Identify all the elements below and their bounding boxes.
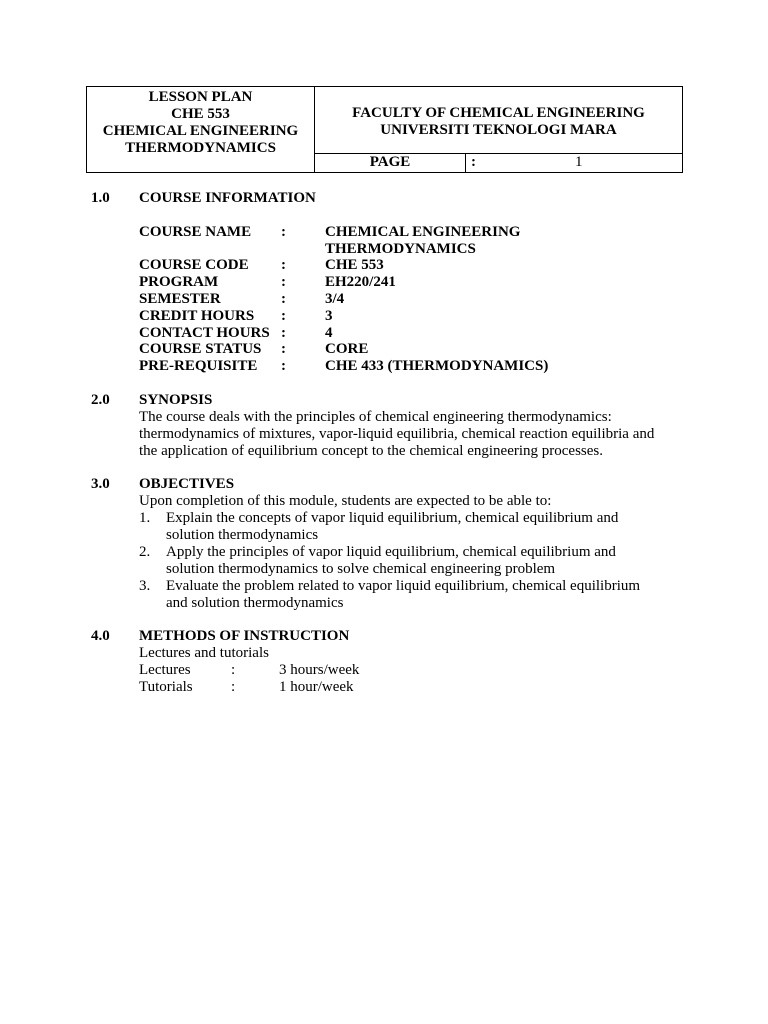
section3-title: OBJECTIVES xyxy=(139,476,235,492)
program-value: EH220/241 xyxy=(325,274,396,290)
program-key: PROGRAM xyxy=(139,274,219,290)
prerequisite-value: CHE 433 (THERMODYNAMICS) xyxy=(325,358,549,374)
contact-hours-value: 4 xyxy=(325,325,333,341)
section2-number: 2.0 xyxy=(91,392,110,408)
credit-hours-colon: : xyxy=(281,308,286,324)
course-code-key: COURSE CODE xyxy=(139,257,249,273)
course-name-value: CHEMICAL ENGINEERING xyxy=(325,224,521,240)
objectives-intro: Upon completion of this module, students are expected to be able to: xyxy=(139,493,552,509)
credit-hours-key: CREDIT HOURS xyxy=(139,308,255,324)
page-colon: : xyxy=(471,154,476,170)
tutorials-value: 1 hour/week xyxy=(279,679,354,695)
program-colon: : xyxy=(281,274,286,290)
header-course-title-1: CHEMICAL ENGINEERING xyxy=(102,123,299,139)
header-table xyxy=(86,86,683,173)
header-faculty-name: FACULTY OF CHEMICAL ENGINEERING xyxy=(352,105,645,121)
header-course-cell xyxy=(87,87,315,172)
objective-2-number: 2. xyxy=(139,544,151,560)
tutorials-key: Tutorials xyxy=(139,679,193,695)
course-code-colon: : xyxy=(281,257,286,273)
objective-1-line-1: Explain the concepts of vapor liquid equilibrium, chemical equilibrium and xyxy=(166,510,619,526)
lectures-key: Lectures xyxy=(139,662,191,678)
synopsis-line-1: The course deals with the principles of chemical engineering thermodynamics: xyxy=(139,409,612,425)
objective-3-line-2: and solution thermodynamics xyxy=(166,595,344,611)
course-status-key: COURSE STATUS xyxy=(139,341,262,357)
page-number: 1 xyxy=(575,154,583,170)
section2-title: SYNOPSIS xyxy=(139,392,213,408)
header-course-title-2: THERMODYNAMICS xyxy=(125,140,276,156)
course-name-colon: : xyxy=(281,224,286,240)
header-faculty xyxy=(315,105,682,139)
methods-intro: Lectures and tutorials xyxy=(139,645,269,661)
header-course-code: CHE 553 xyxy=(171,106,230,122)
prerequisite-colon: : xyxy=(281,358,286,374)
objective-1-line-2: solution thermodynamics xyxy=(166,527,319,543)
course-name-key: COURSE NAME xyxy=(139,224,252,240)
lectures-colon: : xyxy=(231,662,236,678)
page-label: PAGE xyxy=(369,154,411,170)
objective-3-number: 3. xyxy=(139,578,151,594)
prerequisite-key: PRE-REQUISITE xyxy=(139,358,258,374)
course-status-colon: : xyxy=(281,341,286,357)
tutorials-colon: : xyxy=(231,679,236,695)
synopsis-line-2: thermodynamics of mixtures, vapor-liquid equilibria, chemical reaction equilibria and xyxy=(139,426,655,442)
objective-2-line-2: solution thermodynamics to solve chemical engineering problem xyxy=(166,561,556,577)
semester-key: SEMESTER xyxy=(139,291,221,307)
section3-number: 3.0 xyxy=(91,476,110,492)
contact-hours-key: CONTACT HOURS xyxy=(139,325,270,341)
page-row-divider xyxy=(465,154,466,172)
objective-1-number: 1. xyxy=(139,510,151,526)
section4-number: 4.0 xyxy=(91,628,110,644)
lectures-value: 3 hours/week xyxy=(279,662,360,678)
section4-title: METHODS OF INSTRUCTION xyxy=(139,628,350,644)
semester-value: 3/4 xyxy=(325,291,345,307)
course-status-value: CORE xyxy=(325,341,369,357)
objective-3-line-1: Evaluate the problem related to vapor liquid equilibrium, chemical equilibrium xyxy=(166,578,641,594)
objective-2-line-1: Apply the principles of vapor liquid equilibrium, chemical equilibrium and xyxy=(166,544,616,560)
course-name-value-cont: THERMODYNAMICS xyxy=(325,241,476,257)
contact-hours-colon: : xyxy=(281,325,286,341)
header-university-name: UNIVERSITI TEKNOLOGI MARA xyxy=(380,122,617,138)
credit-hours-value: 3 xyxy=(325,308,333,324)
synopsis-line-3: the application of equilibrium concept to the chemical engineering processes. xyxy=(139,443,604,459)
header-faculty-cell xyxy=(315,87,682,172)
section1-title: COURSE INFORMATION xyxy=(139,190,316,206)
course-code-value: CHE 553 xyxy=(325,257,384,273)
section1-number: 1.0 xyxy=(91,190,110,206)
header-lesson-plan: LESSON PLAN xyxy=(148,89,253,105)
page-number-row xyxy=(315,153,682,172)
semester-colon: : xyxy=(281,291,286,307)
